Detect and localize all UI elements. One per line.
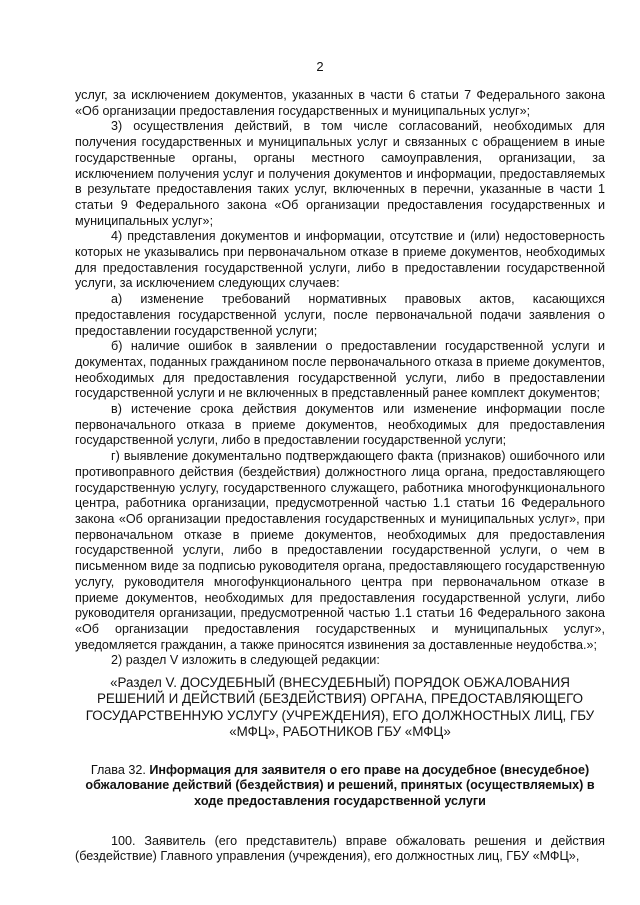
paragraph: 2) раздел V изложить в следующей редакции: (111, 653, 380, 668)
chapter-title (75, 763, 605, 810)
paragraph: б) наличие ошибок в заявлении о предоставлении государственной услуги и документах, поданных гражданином после первоначального отказа в приеме документов, необходимых для предоставления государственной услуги, либо в предоставлении государственной услуги и не включенных в представленный ранее комплект документов; (75, 339, 605, 401)
chapter-heading: Информация для заявителя о его праве на досудебное (внесудебное) обжалование действий (бездействия) и решений, принятых (осуществляемых) в ходе предоставления государственной услуги (85, 762, 595, 809)
document-body (75, 88, 605, 865)
paragraph: г) выявление документально подтверждающего факта (признаков) ошибочного или противоправного действия (бездействия) должностного лица органа, предоставляющего государственную услугу, государственного служащего, работника многофункционального центра, работника организации, предусмотренной частью 1.1 статьи 16 Федерального закона «Об организации предоставления государственных и муниципальных услуг», при первоначальном отказе в приеме документов, необходимых для предоставления государственной услуги, либо в предоставлении государственной услуги, о чем в письменном виде за подписью руководителя органа, предоставляющего государственную услугу, руководителя многофункционального центра при первоначальном отказе в приеме документов, необходимых для предоставления государственной услуги, либо руководителя организации, предусмотренной частью 1.1 статьи 16 Федерального закона «Об организации предоставления государственных и муниципальных услуг», уведомляется гражданин, а также приносятся извинения за доставленные неудобства.»; (75, 449, 605, 652)
section-heading: «Раздел V. ДОСУДЕБНЫЙ (ВНЕСУДЕБНЫЙ) ПОРЯДОК ОБЖАЛОВАНИЯ РЕШЕНИЙ И ДЕЙСТВИЙ (БЕЗДЕЙСТВИЯ) ОРГАНА, ПРЕДОСТАВЛЯЮЩЕГО ГОСУДАРСТВЕННУЮ УСЛУГУ (УЧРЕЖДЕНИЯ), ЕГО ДОЛЖНОСТНЫХ ЛИЦ, ГБУ «МФЦ», РАБОТНИКОВ ГБУ «МФЦ» (85, 675, 595, 740)
paragraph: 100. Заявитель (его представитель) вправе обжаловать решения и действия (бездействие) Главного управления (учреждения), его должностных лиц, ГБУ «МФЦ», (75, 833, 605, 864)
chapter-prefix: Глава 32. (90, 762, 146, 777)
paragraph: 4) представления документов и информации, отсутствие и (или) недостоверность которых не указывались при первоначальном отказе в приеме документов, необходимых для предоставления государственной услуги, либо в предоставлении государственной услуги, за исключением следующих случаев: (75, 229, 605, 291)
paragraph: а) изменение требований нормативных правовых актов, касающихся предоставления государственной услуги, после первоначальной подачи заявления о предоставлении государственной услуги; (75, 292, 605, 338)
paragraph: услуг, за исключением документов, указанных в части 6 статьи 7 Федерального закона «Об организации предоставления государственных и муниципальных услуг»; (75, 88, 605, 118)
page-number: 2 (316, 59, 324, 74)
paragraph: 3) осуществления действий, в том числе согласований, необходимых для получения государственных и муниципальных услуг и связанных с обращением в иные государственные органы, органы местного самоуправления, организации, за исключением получения услуг и получения документов и информации, предоставляемых в результате предоставления таких услуг, включенных в перечни, указанные в части 1 статьи 9 Федерального закона «Об организации предоставления государственных и муниципальных услуг»; (75, 119, 605, 228)
paragraph: в) истечение срока действия документов или изменение информации после первоначального отказа в приеме документов, необходимых для предоставления государственной услуги, либо в предоставлении государственной услуги; (75, 402, 605, 448)
